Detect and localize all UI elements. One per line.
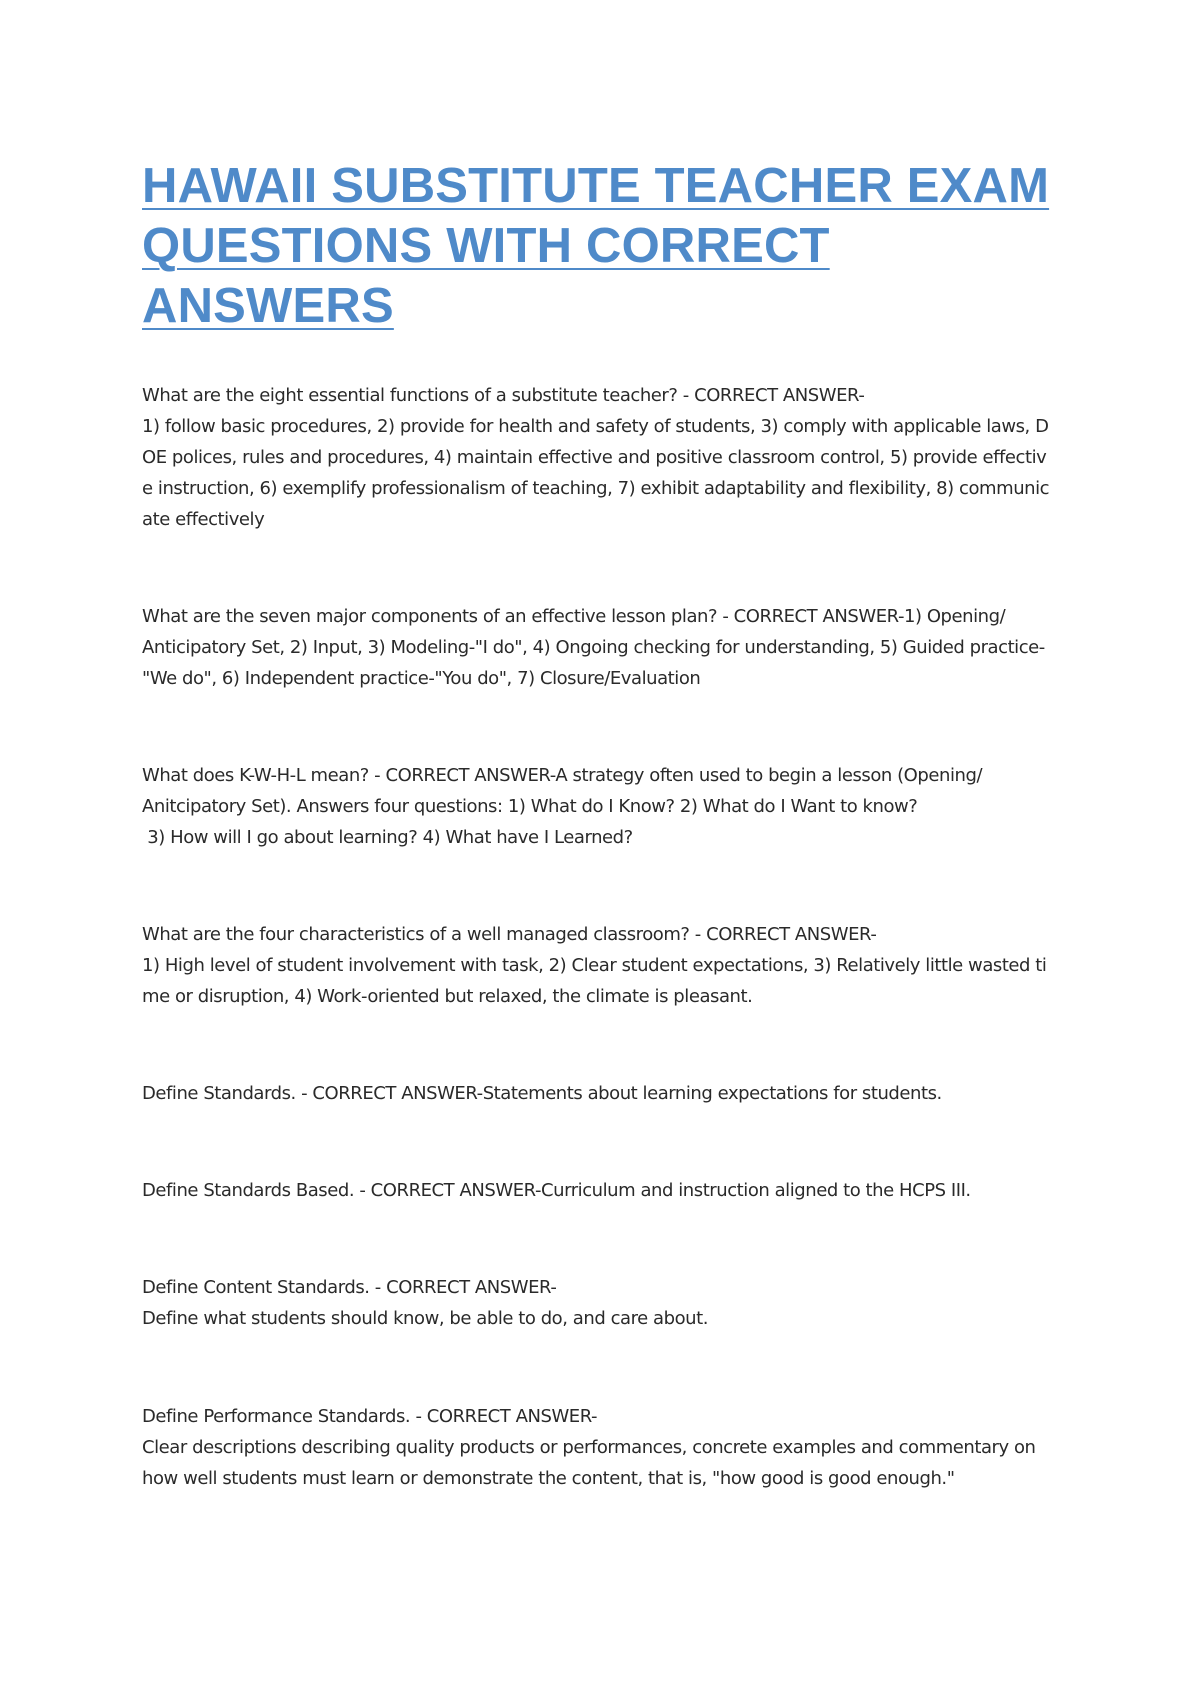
qa-entry-managed-classroom (142, 919, 1070, 1012)
qa-line: What are the seven major components of an effective lesson plan? - CORRECT ANSWER-1) Opening/ (142, 606, 1006, 627)
qa-line: What does K-W-H-L mean? - CORRECT ANSWER-A strategy often used to begin a lesson (Opening/ (142, 765, 983, 786)
qa-line: 1) High level of student involvement with task, 2) Clear student expectations, 3) Relatively little wasted ti (142, 955, 1047, 976)
qa-line: ate effectively (142, 509, 265, 530)
qa-entry-standards-based (142, 1175, 1070, 1206)
qa-line: me or disruption, 4) Work-oriented but relaxed, the climate is pleasant. (142, 986, 753, 1007)
title-line: ANSWERS (142, 279, 394, 333)
qa-line: Define Content Standards. - CORRECT ANSWER- (142, 1277, 557, 1298)
title-line: HAWAII SUBSTITUTE TEACHER EXAM (142, 159, 1050, 213)
qa-line: Anticipatory Set, 2) Input, 3) Modeling-"I do", 4) Ongoing checking for understanding, 5) Guided practice- (142, 637, 1045, 658)
qa-line: 1) follow basic procedures, 2) provide for health and safety of students, 3) comply with applicable laws, D (142, 416, 1049, 437)
qa-line: Define Standards Based. - CORRECT ANSWER-Curriculum and instruction aligned to the HCPS III. (142, 1180, 971, 1201)
qa-line: how well students must learn or demonstrate the content, that is, "how good is good enough." (142, 1468, 955, 1489)
qa-line: What are the eight essential functions of a substitute teacher? - CORRECT ANSWER- (142, 385, 865, 406)
document-title (142, 156, 1062, 336)
qa-line: e instruction, 6) exemplify professionalism of teaching, 7) exhibit adaptability and flexibility, 8) communic (142, 478, 1050, 499)
qa-entry-kwhl (142, 760, 1070, 853)
qa-entry-lesson-plan (142, 601, 1070, 694)
title-line: QUESTIONS WITH CORRECT (142, 219, 830, 273)
qa-line: 3) How will I go about learning? 4) What have I Learned? (142, 827, 633, 848)
qa-line: OE polices, rules and procedures, 4) maintain effective and positive classroom control, 5) provide effectiv (142, 447, 1047, 468)
qa-line: "We do", 6) Independent practice-"You do", 7) Closure/Evaluation (142, 668, 701, 689)
qa-line: Define what students should know, be able to do, and care about. (142, 1308, 709, 1329)
qa-line: Define Standards. - CORRECT ANSWER-Statements about learning expectations for students. (142, 1083, 942, 1104)
qa-entry-performance-standards (142, 1401, 1070, 1494)
qa-line: What are the four characteristics of a well managed classroom? - CORRECT ANSWER- (142, 924, 877, 945)
qa-line: Define Performance Standards. - CORRECT ANSWER- (142, 1406, 598, 1427)
qa-line: Clear descriptions describing quality products or performances, concrete examples and commentary on (142, 1437, 1036, 1458)
qa-entry-essential-functions (142, 380, 1070, 535)
qa-entry-content-standards (142, 1272, 1070, 1334)
qa-entry-standards (142, 1078, 1070, 1109)
qa-line: Anitcipatory Set). Answers four questions: 1) What do I Know? 2) What do I Want to know? (142, 796, 918, 817)
